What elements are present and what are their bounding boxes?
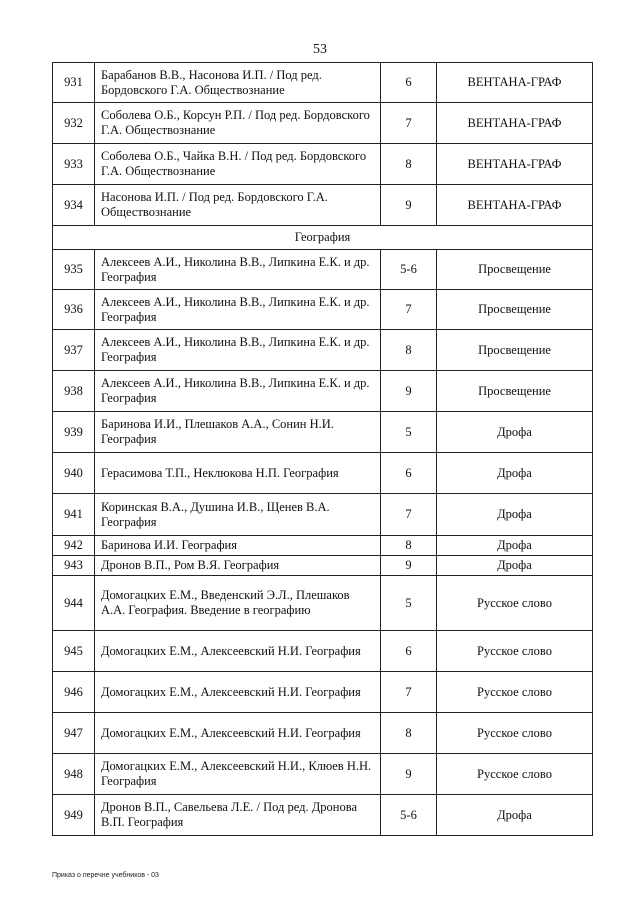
row-grade: 5 xyxy=(381,576,437,631)
table-row xyxy=(53,250,593,290)
table-row xyxy=(53,185,593,226)
row-grade: 6 xyxy=(381,453,437,494)
row-publisher: Просвещение xyxy=(437,290,593,330)
row-publisher: ВЕНТАНА-ГРАФ xyxy=(437,103,593,144)
row-grade: 7 xyxy=(381,103,437,144)
row-grade: 8 xyxy=(381,330,437,371)
row-publisher: Дрофа xyxy=(437,536,593,556)
row-grade: 9 xyxy=(381,371,437,412)
row-grade: 8 xyxy=(381,713,437,754)
row-authors-title: Коринская В.А., Душина И.В., Щенев В.А. География xyxy=(95,494,381,536)
row-number: 937 xyxy=(53,330,95,371)
row-number: 945 xyxy=(53,631,95,672)
row-number: 949 xyxy=(53,795,95,836)
row-publisher: ВЕНТАНА-ГРАФ xyxy=(437,144,593,185)
table-row xyxy=(53,144,593,185)
table-row xyxy=(53,754,593,795)
table-row xyxy=(53,103,593,144)
row-grade: 6 xyxy=(381,63,437,103)
table-row xyxy=(53,330,593,371)
row-publisher: Дрофа xyxy=(437,453,593,494)
row-authors-title: Алексеев А.И., Николина В.В., Липкина Е.К. и др. География xyxy=(95,371,381,412)
table-row xyxy=(53,631,593,672)
row-grade: 7 xyxy=(381,672,437,713)
row-number: 944 xyxy=(53,576,95,631)
row-grade: 9 xyxy=(381,754,437,795)
row-number: 935 xyxy=(53,250,95,290)
row-number: 943 xyxy=(53,556,95,576)
row-number: 932 xyxy=(53,103,95,144)
row-grade: 7 xyxy=(381,494,437,536)
row-authors-title: Домогацких Е.М., Алексеевский Н.И. География xyxy=(95,631,381,672)
table-row xyxy=(53,713,593,754)
row-publisher: Русское слово xyxy=(437,576,593,631)
table-body-before-section xyxy=(53,63,593,226)
row-number: 939 xyxy=(53,412,95,453)
row-authors-title: Дронов В.П., Савельева Л.Е. / Под ред. Дронова В.П. География xyxy=(95,795,381,836)
section-header-row xyxy=(53,226,593,250)
row-authors-title: Дронов В.П., Ром В.Я. География xyxy=(95,556,381,576)
row-grade: 9 xyxy=(381,556,437,576)
row-authors-title: Барабанов В.В., Насонова И.П. / Под ред. Бордовского Г.А. Обществознание xyxy=(95,63,381,103)
row-authors-title: Домогацких Е.М., Алексеевский Н.И., Клюев Н.Н. География xyxy=(95,754,381,795)
footer-note: Приказ о перечне учебников - 03 xyxy=(52,872,159,879)
row-grade: 8 xyxy=(381,144,437,185)
row-publisher: Русское слово xyxy=(437,672,593,713)
row-authors-title: Герасимова Т.П., Неклюкова Н.П. География xyxy=(95,453,381,494)
row-authors-title: Соболева О.Б., Корсун Р.П. / Под ред. Бордовского Г.А. Обществознание xyxy=(95,103,381,144)
row-grade: 7 xyxy=(381,290,437,330)
row-authors-title: Баринова И.И., Плешаков А.А., Сонин Н.И. География xyxy=(95,412,381,453)
section-title: География xyxy=(53,226,593,250)
table-row xyxy=(53,412,593,453)
row-number: 938 xyxy=(53,371,95,412)
table-row xyxy=(53,494,593,536)
page-number: 53 xyxy=(313,42,327,57)
table-row xyxy=(53,290,593,330)
row-number: 947 xyxy=(53,713,95,754)
row-publisher: Просвещение xyxy=(437,330,593,371)
row-number: 946 xyxy=(53,672,95,713)
row-publisher: Русское слово xyxy=(437,631,593,672)
row-grade: 9 xyxy=(381,185,437,226)
table-row xyxy=(53,371,593,412)
row-authors-title: Баринова И.И. География xyxy=(95,536,381,556)
row-number: 933 xyxy=(53,144,95,185)
row-publisher: Русское слово xyxy=(437,754,593,795)
row-authors-title: Насонова И.П. / Под ред. Бордовского Г.А. Обществознание xyxy=(95,185,381,226)
row-grade: 5-6 xyxy=(381,250,437,290)
row-authors-title: Домогацких Е.М., Алексеевский Н.И. География xyxy=(95,713,381,754)
table-row xyxy=(53,536,593,556)
table-row xyxy=(53,576,593,631)
row-authors-title: Алексеев А.И., Николина В.В., Липкина Е.К. и др. География xyxy=(95,330,381,371)
row-publisher: Дрофа xyxy=(437,556,593,576)
table-body-after-section xyxy=(53,250,593,836)
row-publisher: ВЕНТАНА-ГРАФ xyxy=(437,185,593,226)
row-publisher: Русское слово xyxy=(437,713,593,754)
row-publisher: ВЕНТАНА-ГРАФ xyxy=(437,63,593,103)
table-row xyxy=(53,453,593,494)
table-row xyxy=(53,63,593,103)
row-authors-title: Алексеев А.И., Николина В.В., Липкина Е.К. и др. География xyxy=(95,290,381,330)
row-authors-title: Домогацких Е.М., Алексеевский Н.И. География xyxy=(95,672,381,713)
row-authors-title: Соболева О.Б., Чайка В.Н. / Под ред. Бордовского Г.А. Обществознание xyxy=(95,144,381,185)
row-grade: 6 xyxy=(381,631,437,672)
row-number: 936 xyxy=(53,290,95,330)
textbook-table xyxy=(52,62,593,836)
row-publisher: Просвещение xyxy=(437,371,593,412)
table-section xyxy=(53,226,593,250)
row-number: 942 xyxy=(53,536,95,556)
row-grade: 5 xyxy=(381,412,437,453)
row-number: 941 xyxy=(53,494,95,536)
row-authors-title: Алексеев А.И., Николина В.В., Липкина Е.К. и др. География xyxy=(95,250,381,290)
table-row xyxy=(53,672,593,713)
row-number: 948 xyxy=(53,754,95,795)
row-grade: 8 xyxy=(381,536,437,556)
row-number: 934 xyxy=(53,185,95,226)
row-number: 940 xyxy=(53,453,95,494)
table-row xyxy=(53,556,593,576)
table-row xyxy=(53,795,593,836)
row-publisher: Просвещение xyxy=(437,250,593,290)
row-publisher: Дрофа xyxy=(437,795,593,836)
row-publisher: Дрофа xyxy=(437,494,593,536)
row-publisher: Дрофа xyxy=(437,412,593,453)
row-number: 931 xyxy=(53,63,95,103)
row-grade: 5-6 xyxy=(381,795,437,836)
row-authors-title: Домогацких Е.М., Введенский Э.Л., Плешаков А.А. География. Введение в географию xyxy=(95,576,381,631)
